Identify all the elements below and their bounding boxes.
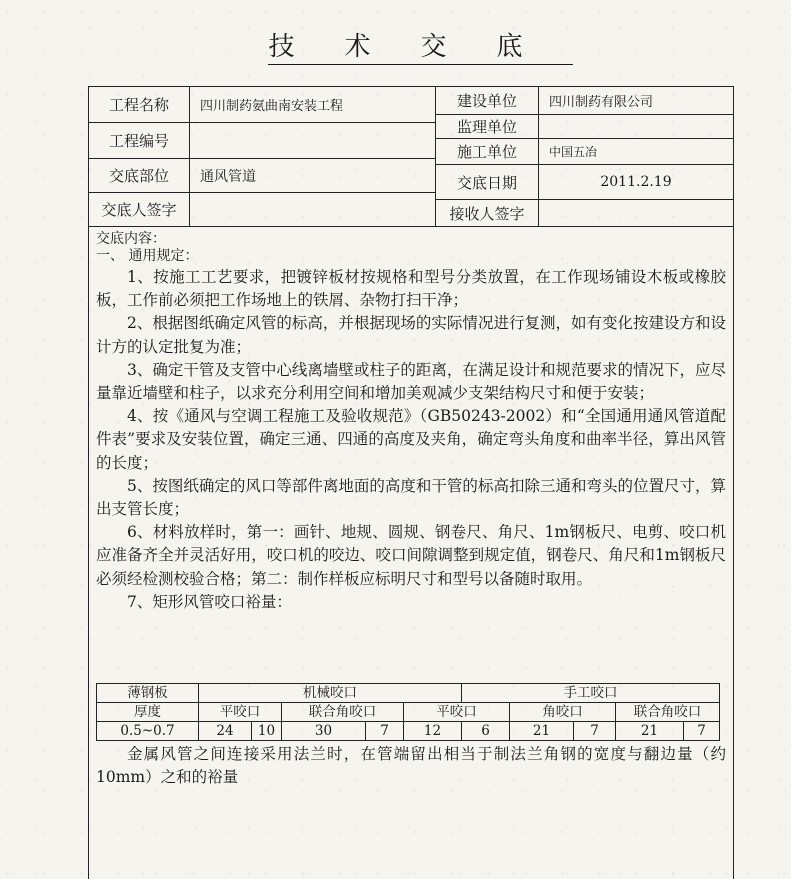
document-title: [0, 26, 791, 63]
section-general-heading: 一、 通用规定：: [96, 248, 199, 264]
sub-header: 联合角咬口: [282, 703, 404, 722]
receiver-sign-field: [539, 200, 733, 226]
table-cell: 30: [282, 722, 366, 741]
discloser-sign-field: [190, 193, 435, 226]
supervisor-value: [539, 115, 733, 138]
content-body: [96, 266, 726, 614]
table-cell: 7: [366, 722, 404, 741]
project-name-value: 四川制药氨曲南安装工程: [200, 99, 344, 114]
contractor-value: 中国五冶: [549, 145, 598, 159]
sub-header: 联合角咬口: [616, 703, 720, 722]
after-table-text: [96, 743, 726, 789]
machine-seam-header: 机械咬口: [199, 684, 462, 703]
item-5: 5、按图纸确定的风口等部件离地面的高度和干管的标高扣除三通和弯头的位置尺寸，算出支管长度；: [96, 476, 726, 519]
table-cell: 12: [404, 722, 462, 741]
item-6: 6、材料放样时，第一：画针、地规、圆规、钢卷尺、角尺、1m钢板尺、电剪、咬口机应准备齐全并灵活好用，咬口机的咬边、咬口间隙调整到规定值，钢卷尺、角尺和1m钢板尺必须经检测校验合格；第二：制作样板应标明尺寸和型号以备随时取用。: [96, 523, 726, 588]
table-row: [97, 722, 720, 741]
item-1: 1、按施工工艺要求，把镀锌板材按规格和型号分类放置，在工作现场铺设木板或橡胶板，工作前必须把工作场地上的铁屑、杂物打扫干净；: [96, 268, 726, 310]
item-3: 3、确定干管及支管中心线离墙壁或柱子的距离，在满足设计和规范要求的情况下，应尽量靠近墙壁和柱子，以求充分利用空间和增加美观减少支架结构尺寸和便于安装；: [96, 360, 726, 403]
date-label: 交底日期: [456, 173, 517, 192]
table-cell: 6: [462, 722, 510, 741]
thickness-header: 薄钢板: [97, 684, 199, 703]
discloser-sign-label: 交底人签字: [101, 201, 177, 219]
document-title-text: 技术交底: [268, 32, 572, 65]
header-bottom-rule: [88, 226, 734, 227]
project-name-label: 工程名称: [108, 96, 169, 114]
table-cell: 7: [684, 722, 720, 741]
builder-value: 四川制药有限公司: [549, 95, 654, 110]
part-label: 交底部位: [108, 167, 169, 185]
project-no-value: [190, 123, 435, 158]
date-value: 2011.2.19: [600, 174, 672, 190]
item-4: 4、按《通风与空调工程施工及验收规范》（GB50243-2002）和“全国通用通风管道配件表”要求及安装位置，确定三通、四通的高度及夹角，确定弯头角度和曲率半径，算出风管的长度；: [96, 407, 726, 472]
contractor-label: 施工单位: [456, 143, 517, 161]
item-7: 7、矩形风管咬口裕量：: [127, 592, 292, 611]
content-heading: 交底内容：: [96, 231, 166, 247]
project-no-label: 工程编号: [108, 132, 169, 150]
hand-seam-header: 手工咬口: [462, 684, 720, 703]
table-cell: 10: [252, 722, 282, 741]
flange-note: 金属风管之间连接采用法兰时，在管端留出相当于制法兰角钢的宽度与翻边量（约10mm）之和的裕量: [96, 745, 726, 787]
receiver-sign-label: 接收人签字: [449, 204, 525, 223]
item-2: 2、根据图纸确定风管的标高，并根据现场的实际情况进行复测，如有变化按建设方和设计方的认定批复为准；: [96, 314, 726, 356]
table-cell: 7: [574, 722, 616, 741]
sub-header: 角咬口: [510, 703, 616, 722]
sub-header: 平咬口: [199, 703, 282, 722]
table-cell: 0.5~0.7: [97, 722, 199, 741]
table-cell: 24: [199, 722, 252, 741]
builder-label: 建设单位: [456, 92, 517, 110]
seam-margin-table: [96, 683, 720, 741]
thickness-header-2: 厚度: [97, 703, 199, 722]
table-cell: 21: [616, 722, 684, 741]
part-value: 通风管道: [200, 168, 256, 185]
sub-header: 平咬口: [404, 703, 510, 722]
table-cell: 21: [510, 722, 574, 741]
supervisor-label: 监理单位: [456, 118, 517, 136]
